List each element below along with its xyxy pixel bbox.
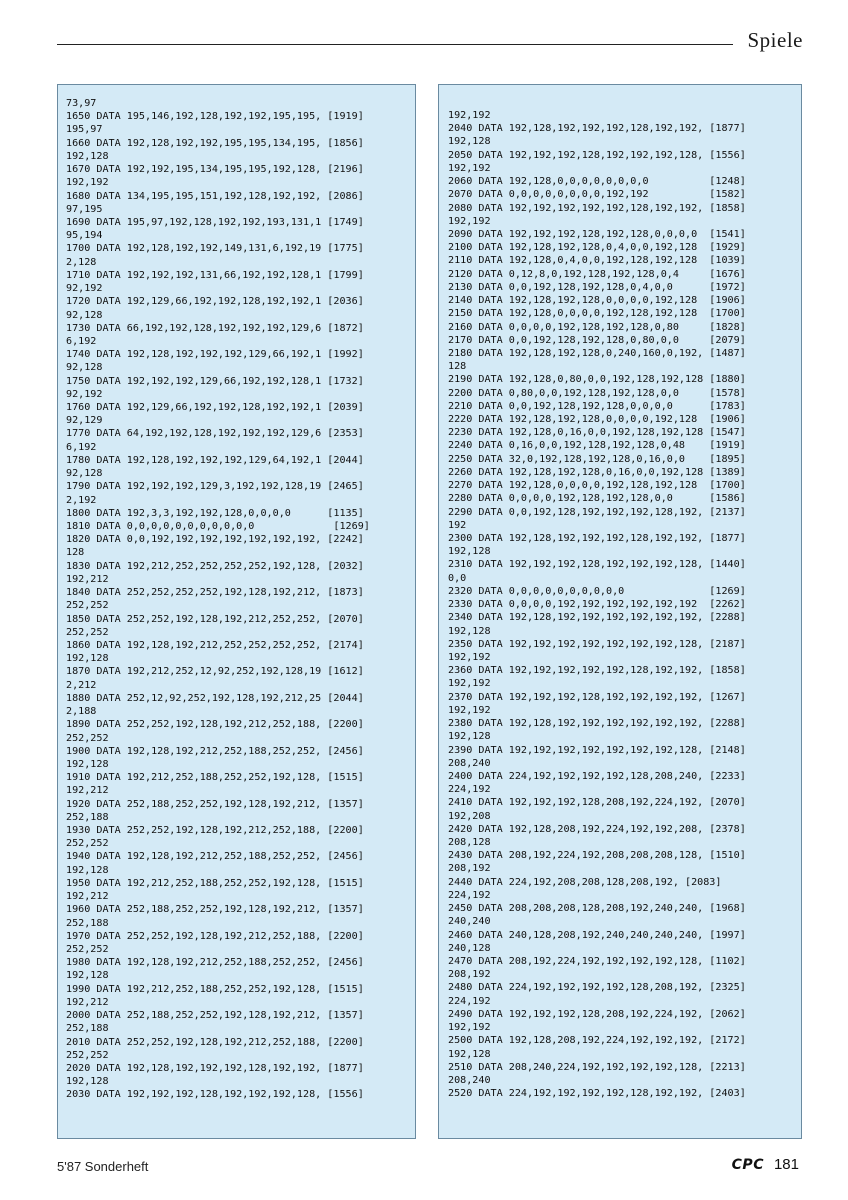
listing-line: 2420 DATA 192,128,208,192,224,192,192,208, [2378] bbox=[448, 823, 746, 835]
listing-line: 2330 DATA 0,0,0,0,192,192,192,192,192,192 [2262] bbox=[448, 599, 746, 611]
listing-line: 2,192 bbox=[66, 494, 97, 506]
listing-line: 192,192 bbox=[448, 110, 491, 121]
listing-line: 2310 DATA 192,192,192,128,192,192,192,128, [1440] bbox=[448, 559, 746, 571]
listing-line: 2050 DATA 192,192,192,128,192,192,192,128, [1556] bbox=[448, 149, 746, 161]
listing-line: 1980 DATA 192,128,192,212,252,188,252,252, [2456] bbox=[66, 957, 364, 969]
listing-line: 192,128 bbox=[66, 653, 109, 665]
listing-line: 1890 DATA 252,252,192,128,192,212,252,188, [2200] bbox=[66, 719, 364, 731]
listing-line: 2080 DATA 192,192,192,192,192,128,192,192, [1858] bbox=[448, 202, 746, 214]
listing-line: 92,192 bbox=[66, 388, 103, 400]
listing-line: 192,192 bbox=[448, 704, 491, 716]
listing-line: 2300 DATA 192,128,192,192,192,128,192,192, [1877] bbox=[448, 533, 746, 544]
listing-line: 252,188 bbox=[66, 811, 109, 823]
listing-line: 192,192 bbox=[66, 177, 109, 189]
listing-line: 2270 DATA 192,128,0,0,0,0,192,128,192,128 [1700] bbox=[448, 480, 746, 492]
issue-label: 5'87 Sonderheft bbox=[57, 1159, 149, 1174]
listing-line: 192,128 bbox=[448, 136, 491, 148]
listing-line: 92,128 bbox=[66, 468, 103, 480]
listing-line: 2240 DATA 0,16,0,0,192,128,192,128,0,48 [1919] bbox=[448, 440, 746, 452]
listing-line: 2470 DATA 208,192,224,192,192,192,192,128, [1102] bbox=[448, 956, 746, 967]
listing-line: 2430 DATA 208,192,224,192,208,208,208,128, [1510] bbox=[448, 850, 746, 862]
listing-line: 2500 DATA 192,128,208,192,224,192,192,192, [2172] bbox=[448, 1035, 746, 1047]
listing-line: 192,128 bbox=[66, 150, 109, 162]
listing-line: 97,195 bbox=[66, 203, 103, 215]
listing-line: 252,252 bbox=[66, 838, 109, 850]
listing-line: 2,188 bbox=[66, 706, 97, 718]
listing-line: 1760 DATA 192,129,66,192,192,128,192,192,1 [2039] bbox=[66, 402, 364, 414]
listing-line: 240,240 bbox=[448, 916, 491, 928]
listing-line: 252,188 bbox=[66, 1023, 109, 1035]
listing-line: 1670 DATA 192,192,195,134,195,195,192,128, [2196] bbox=[66, 164, 364, 176]
section-title: Spiele bbox=[747, 28, 803, 52]
listing-line: 6,192 bbox=[66, 335, 97, 347]
listing-line: 1680 DATA 134,195,195,151,192,128,192,192, [2086] bbox=[66, 190, 364, 202]
listing-line: 2020 DATA 192,128,192,192,192,128,192,192, [1877] bbox=[66, 1062, 364, 1074]
listing-line: 92,128 bbox=[66, 309, 103, 321]
listing-line: 2360 DATA 192,192,192,192,192,128,192,192, [1858] bbox=[448, 665, 746, 677]
listing-line: 92,129 bbox=[66, 415, 103, 427]
listing-line: 2040 DATA 192,128,192,192,192,128,192,192, [1877] bbox=[448, 123, 746, 135]
listing-line: 192,128 bbox=[448, 1048, 491, 1060]
listing-line: 2150 DATA 192,128,0,0,0,0,192,128,192,128 [1700] bbox=[448, 308, 746, 320]
listing-line: 252,252 bbox=[66, 626, 109, 638]
listing-line: 224,192 bbox=[448, 889, 491, 901]
listing-line: 2490 DATA 192,192,192,128,208,192,224,192, [2062] bbox=[448, 1008, 746, 1020]
listing-line: 1690 DATA 195,97,192,128,192,192,193,131,1 [1749] bbox=[66, 216, 364, 228]
listing-line: 2170 DATA 0,0,192,128,192,128,0,80,0,0 [2079] bbox=[448, 334, 746, 346]
listing-line: 1810 DATA 0,0,0,0,0,0,0,0,0,0,0 [1269] bbox=[66, 521, 370, 532]
listing-line: 1720 DATA 192,129,66,192,192,128,192,192,1 [2036] bbox=[66, 296, 364, 308]
listing-line: 0,0 bbox=[448, 572, 467, 584]
listing-line: 1700 DATA 192,128,192,192,149,131,6,192,19 [1775] bbox=[66, 243, 364, 255]
listing-line: 1740 DATA 192,128,192,192,192,129,66,192,1 [1992] bbox=[66, 349, 364, 361]
listing-line: 2160 DATA 0,0,0,0,192,128,192,128,0,80 [1828] bbox=[448, 321, 746, 333]
listing-line: 192,208 bbox=[448, 810, 491, 822]
listing-line: 192,128 bbox=[448, 546, 491, 558]
listing-line: 1650 DATA 195,146,192,128,192,192,195,195, [1919] bbox=[66, 111, 364, 123]
listing-line: 1830 DATA 192,212,252,252,252,252,192,128, [2032] bbox=[66, 560, 364, 572]
cpc-logo: CPC bbox=[731, 1157, 764, 1173]
listing-line: 1730 DATA 66,192,192,128,192,192,192,129,6 [1872] bbox=[66, 322, 364, 334]
listing-line: 1750 DATA 192,192,192,129,66,192,192,128,1 [1732] bbox=[66, 375, 364, 387]
listing-line: 128 bbox=[66, 547, 85, 559]
listing-line: 192,212 bbox=[66, 891, 109, 903]
listing-line: 2460 DATA 240,128,208,192,240,240,240,240, [1997] bbox=[448, 929, 746, 941]
listing-line: 2510 DATA 208,240,224,192,192,192,192,128, [2213] bbox=[448, 1061, 746, 1073]
listing-line: 2350 DATA 192,192,192,192,192,192,192,128, [2187] bbox=[448, 638, 746, 650]
listing-line: 192,212 bbox=[66, 785, 109, 797]
listing-line: 2250 DATA 32,0,192,128,192,128,0,16,0,0 [1895] bbox=[448, 453, 746, 465]
listing-line: 2320 DATA 0,0,0,0,0,0,0,0,0,0 [1269] bbox=[448, 585, 746, 597]
listing-line: 1770 DATA 64,192,192,128,192,192,192,129,6 [2353] bbox=[66, 428, 364, 440]
listing-line: 92,192 bbox=[66, 283, 103, 295]
listing-line: 208,240 bbox=[448, 757, 491, 769]
page-number: 181 bbox=[773, 1156, 799, 1173]
listing-line: 2230 DATA 192,128,0,16,0,0,192,128,192,128 [1547] bbox=[448, 427, 746, 439]
listing-line: 1820 DATA 0,0,192,192,192,192,192,192,192, [2242] bbox=[66, 534, 364, 546]
listing-line: 240,128 bbox=[448, 942, 491, 954]
listing-line: 2370 DATA 192,192,192,128,192,192,192,192, [1267] bbox=[448, 691, 746, 703]
listing-line: 1850 DATA 252,252,192,128,192,212,252,252, [2070] bbox=[66, 613, 364, 625]
listing-line: 2390 DATA 192,192,192,192,192,192,192,128, [2148] bbox=[448, 744, 746, 756]
listing-line: 2070 DATA 0,0,0,0,0,0,0,0,192,192 [1582] bbox=[448, 189, 746, 201]
listing-line: 2140 DATA 192,128,192,128,0,0,0,0,192,128 [1906] bbox=[448, 295, 746, 307]
listing-column-left bbox=[57, 84, 416, 1139]
listing-line: 2400 DATA 224,192,192,192,192,128,208,240, [2233] bbox=[448, 770, 746, 782]
listing-column-right bbox=[438, 84, 802, 1139]
listing-line: 1710 DATA 192,192,192,131,66,192,192,128,1 [1799] bbox=[66, 269, 364, 281]
listing-line: 2,212 bbox=[66, 679, 97, 691]
listing-line: 192,128 bbox=[448, 625, 491, 637]
listing-line: 2130 DATA 0,0,192,128,192,128,0,4,0,0 [1972] bbox=[448, 281, 746, 293]
listing-line: 2340 DATA 192,128,192,192,192,192,192,192, [2288] bbox=[448, 612, 746, 624]
listing-line: 1920 DATA 252,188,252,252,192,128,192,212, [1357] bbox=[66, 798, 364, 810]
listing-line: 2030 DATA 192,192,192,128,192,192,192,128, [1556] bbox=[66, 1089, 364, 1101]
listing-line: 95,194 bbox=[66, 230, 103, 242]
listing-line: 208,240 bbox=[448, 1074, 491, 1086]
listing-line: 2180 DATA 192,128,192,128,0,240,160,0,192, [1487] bbox=[448, 347, 746, 359]
basic-listing-left bbox=[66, 97, 370, 1102]
listing-line: 224,192 bbox=[448, 995, 491, 1007]
listing-line: 2,128 bbox=[66, 256, 97, 268]
listing-line: 195,97 bbox=[66, 124, 103, 136]
listing-line: 2090 DATA 192,192,192,128,192,128,0,0,0,0 [1541] bbox=[448, 228, 746, 240]
listing-line: 1870 DATA 192,212,252,12,92,252,192,128,19 [1612] bbox=[66, 666, 364, 678]
listing-line: 2220 DATA 192,128,192,128,0,0,0,0,192,128 [1906] bbox=[448, 414, 746, 426]
listing-line: 192,192 bbox=[448, 215, 491, 227]
listing-line: 192,128 bbox=[66, 970, 109, 982]
listing-line: 192,128 bbox=[66, 1076, 109, 1088]
listing-line: 192,128 bbox=[448, 731, 491, 743]
listing-line: 2440 DATA 224,192,208,208,128,208,192, [2083] bbox=[448, 876, 722, 888]
listing-line: 2380 DATA 192,128,192,192,192,192,192,192, [2288] bbox=[448, 718, 746, 730]
listing-line: 192,212 bbox=[66, 996, 109, 1008]
footer-right bbox=[732, 1156, 799, 1173]
listing-line: 1660 DATA 192,128,192,192,195,195,134,195, [1856] bbox=[66, 137, 364, 149]
listing-line: 1780 DATA 192,128,192,192,192,129,64,192,1 [2044] bbox=[66, 454, 364, 466]
listing-line: 1900 DATA 192,128,192,212,252,188,252,252, [2456] bbox=[66, 745, 364, 757]
listing-line: 1930 DATA 252,252,192,128,192,212,252,188, [2200] bbox=[66, 825, 364, 837]
listing-line: 192,192 bbox=[448, 651, 491, 663]
listing-line: 192,192 bbox=[448, 678, 491, 690]
listing-line: 208,192 bbox=[448, 863, 491, 875]
listing-line: 192,192 bbox=[448, 1022, 491, 1034]
listing-line: 252,252 bbox=[66, 1049, 109, 1061]
listing-line: 252,252 bbox=[66, 944, 109, 955]
listing-line: 1970 DATA 252,252,192,128,192,212,252,188, [2200] bbox=[66, 930, 364, 942]
listing-line: 1800 DATA 192,3,3,192,192,128,0,0,0,0 [1135] bbox=[66, 507, 364, 519]
listing-line: 2190 DATA 192,128,0,80,0,0,192,128,192,128 [1880] bbox=[448, 374, 746, 386]
listing-line: 1960 DATA 252,188,252,252,192,128,192,212, [1357] bbox=[66, 904, 364, 916]
listing-line: 1990 DATA 192,212,252,188,252,252,192,128, [1515] bbox=[66, 983, 364, 995]
listing-line: 2480 DATA 224,192,192,192,192,128,208,192, [2325] bbox=[448, 982, 746, 994]
listing-line: 1880 DATA 252,12,92,252,192,128,192,212,25 [2044] bbox=[66, 692, 364, 704]
listing-line: 192,212 bbox=[66, 573, 109, 585]
listing-line: 2200 DATA 0,80,0,0,192,128,192,128,0,0 [1578] bbox=[448, 387, 746, 399]
listing-line: 2410 DATA 192,192,192,128,208,192,224,192, [2070] bbox=[448, 797, 746, 809]
listing-line: 2100 DATA 192,128,192,128,0,4,0,0,192,128 [1929] bbox=[448, 242, 746, 254]
listing-line: 1790 DATA 192,192,192,129,3,192,192,128,19 [2465] bbox=[66, 481, 364, 493]
listing-line: 2260 DATA 192,128,192,128,0,16,0,0,192,128 [1389] bbox=[448, 466, 746, 478]
listing-line: 192,192 bbox=[448, 162, 491, 174]
listing-line: 1840 DATA 252,252,252,252,192,128,192,212, [1873] bbox=[66, 587, 364, 599]
listing-line: 2450 DATA 208,208,208,128,208,192,240,240, [1968] bbox=[448, 903, 746, 915]
listing-line: 1950 DATA 192,212,252,188,252,252,192,128, [1515] bbox=[66, 877, 364, 889]
listing-line: 2280 DATA 0,0,0,0,192,128,192,128,0,0 [1586] bbox=[448, 493, 746, 505]
listing-line: 208,192 bbox=[448, 969, 491, 981]
listing-line: 2110 DATA 192,128,0,4,0,0,192,128,192,128 [1039] bbox=[448, 255, 746, 267]
listing-line: 73,97 bbox=[66, 98, 97, 109]
listing-line: 2010 DATA 252,252,192,128,192,212,252,188, [2200] bbox=[66, 1036, 364, 1048]
listing-line: 2520 DATA 224,192,192,192,192,128,192,192, [2403] bbox=[448, 1088, 746, 1100]
listing-line: 192 bbox=[448, 519, 467, 531]
listing-line: 192,128 bbox=[66, 864, 109, 876]
listing-line: 2000 DATA 252,188,252,252,192,128,192,212, [1357] bbox=[66, 1010, 364, 1022]
listing-line: 252,252 bbox=[66, 600, 109, 612]
listing-line: 2210 DATA 0,0,192,128,192,128,0,0,0,0 [1783] bbox=[448, 400, 746, 412]
header-rule bbox=[57, 44, 733, 45]
listing-line: 192,128 bbox=[66, 758, 109, 770]
listing-line: 1940 DATA 192,128,192,212,252,188,252,252, [2456] bbox=[66, 851, 364, 863]
listing-line: 252,188 bbox=[66, 917, 109, 929]
basic-listing-right bbox=[448, 109, 746, 1100]
listing-line: 2060 DATA 192,128,0,0,0,0,0,0,0,0 [1248] bbox=[448, 176, 746, 188]
listing-line: 6,192 bbox=[66, 441, 97, 453]
listing-line: 1860 DATA 192,128,192,212,252,252,252,252, [2174] bbox=[66, 639, 364, 651]
listing-line: 252,252 bbox=[66, 732, 109, 744]
listing-line: 92,128 bbox=[66, 362, 103, 374]
listing-line: 224,192 bbox=[448, 784, 491, 796]
listing-line: 2290 DATA 0,0,192,128,192,192,192,128,192, [2137] bbox=[448, 506, 746, 518]
listing-line: 128 bbox=[448, 361, 467, 373]
listing-line: 208,128 bbox=[448, 837, 491, 849]
listing-line: 1910 DATA 192,212,252,188,252,252,192,128, [1515] bbox=[66, 772, 364, 784]
listing-line: 2120 DATA 0,12,8,0,192,128,192,128,0,4 [1676] bbox=[448, 268, 746, 280]
